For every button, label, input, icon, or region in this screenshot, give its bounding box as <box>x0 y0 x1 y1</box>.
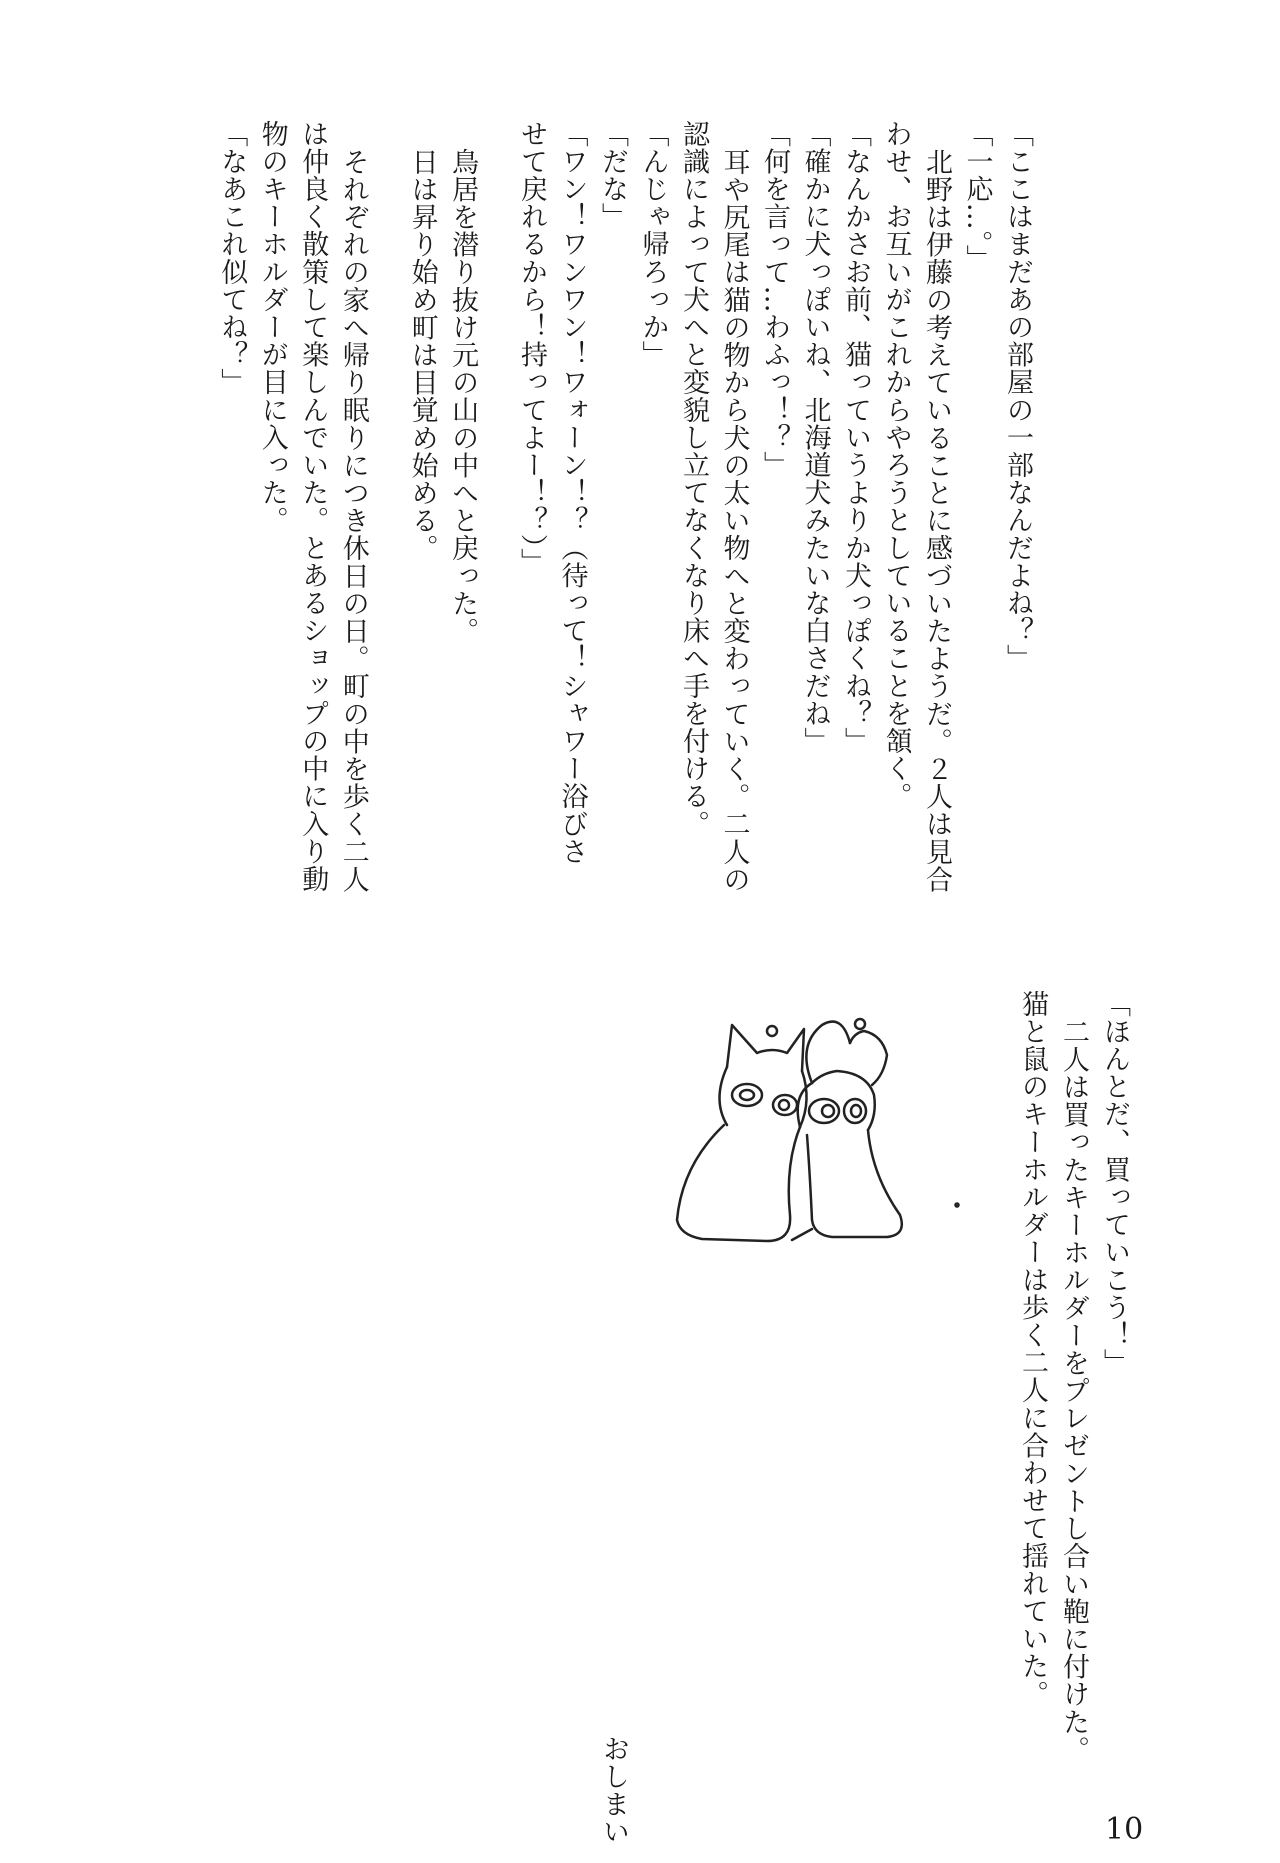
text-column: 「んじゃ帰ろっか」 <box>637 120 669 369</box>
text-column: 「だな」 <box>597 120 628 231</box>
text-column: 「何を言って…わふっ！？」 <box>759 120 790 479</box>
text-column: 「ここはまだあの部屋の一部なんだよね？」 <box>1002 120 1033 672</box>
text-column: 北野は伊藤の考えていることに感づいたようだ。２人は見合 <box>921 148 952 894</box>
text-column: 耳や尻尾は猫の物から犬の太い物へと変わっていく。二人の <box>718 148 750 894</box>
text-column: 「ほんとだ、買っていこう！」 <box>1099 990 1130 1377</box>
text-column: 鳥居を潜り抜け元の山の中へと戻った。 <box>447 148 479 645</box>
text-column: 認識によって犬へと変貌し立てなくなり床へ手を付ける。 <box>678 120 709 838</box>
text-column: 「なんかさお前、猫っていうよりか犬っぽくね？」 <box>840 120 871 755</box>
text-column: 二人は買ったキーホルダーをプレゼントし合い鞄に付けた。 <box>1058 1018 1089 1764</box>
text-column: 物のキーホルダーが目に入った。 <box>256 120 288 534</box>
text-column: 日は昇り始め町は目覚め始める。 <box>406 148 438 562</box>
text-column: 猫と鼠のキーホルダーは歩く二人に合わせて揺れていた。 <box>1017 990 1048 1708</box>
text-column: は仲良く散策して楽しんでいた。とあるショップの中に入り動 <box>297 120 329 893</box>
text-column: わせ、お互いがこれからやろうとしていることを頷く。 <box>880 120 912 810</box>
text-column: 「一応…。」 <box>961 120 993 273</box>
text-column: せて戻れるから！持ってよー！？）」 <box>516 120 547 576</box>
cat-and-mouse-keychains-illustration <box>672 1015 962 1255</box>
text-column: 「ワン！ワンワン！ワォーン！？（待って！シャワー浴びさ <box>556 120 588 866</box>
text-column: それぞれの家へ帰り眠りにつき休日の日。町の中を歩く二人 <box>337 148 369 894</box>
ending-text: おしまい <box>598 1735 629 1846</box>
page-number: 10 <box>1105 1812 1144 1847</box>
text-column: 「確かに犬っぽいね、北海道犬みたいな白さだね」 <box>799 120 831 755</box>
text-column: 「なあこれ似てね？」 <box>216 120 248 396</box>
